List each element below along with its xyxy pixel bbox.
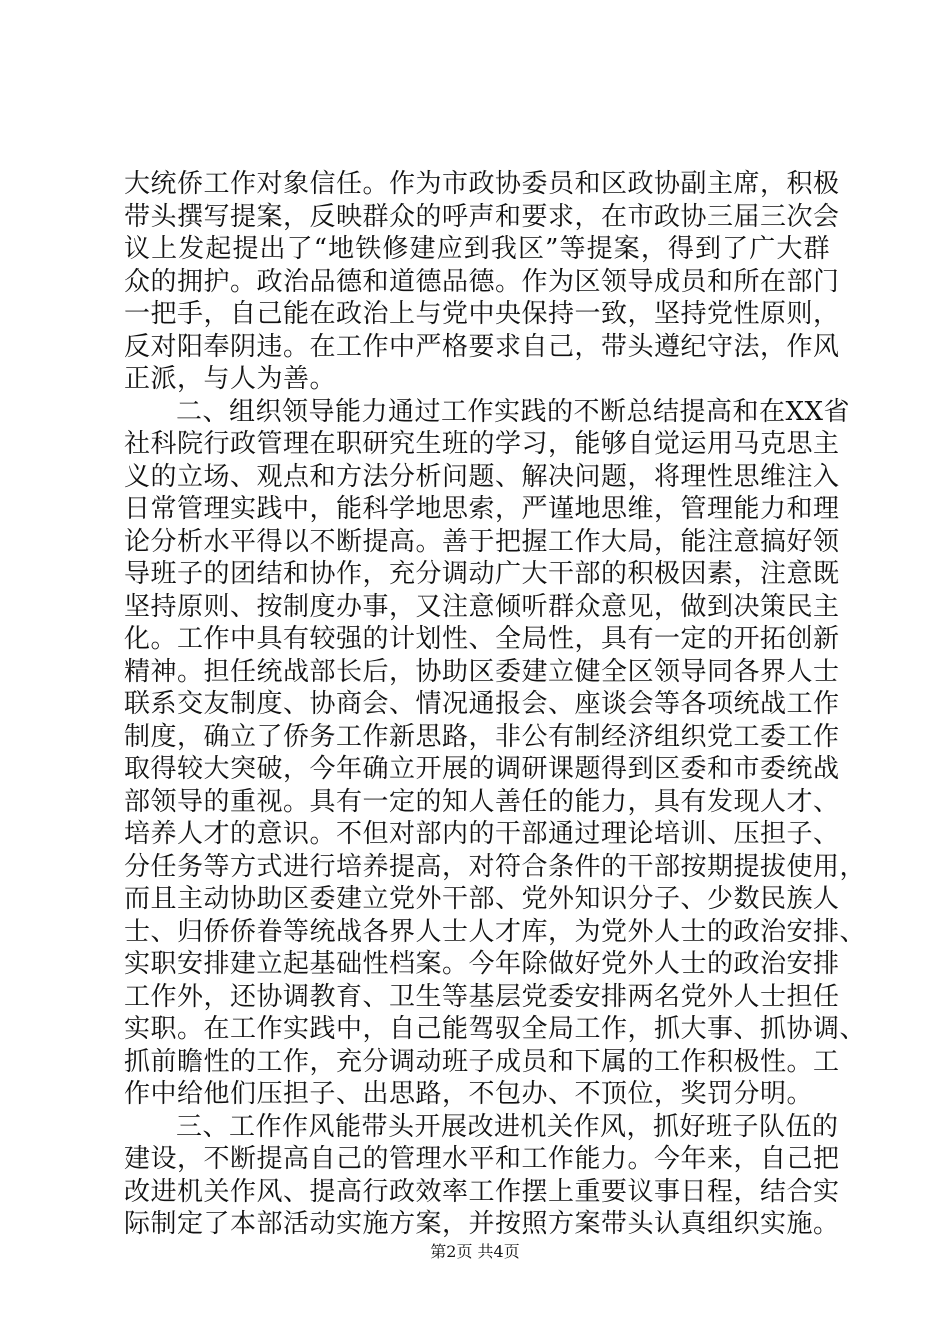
text-line: 部领导的重视。具有一定的知人善任的能力，具有发现人才、 [124, 786, 840, 817]
page-footer: 第2页 共4页 [430, 1242, 520, 1261]
text-line: 一把手，自己能在政治上与党中央保持一致，坚持党性原则， [124, 299, 840, 329]
text-line: 带头撰写提案，反映群众的呼声和要求，在市政协三届三次会 [124, 201, 840, 232]
text-line: 正派，与人为善。 [124, 364, 337, 394]
text-line: 制度，确立了侨务工作新思路，非公有制经济组织党工委工作 [124, 721, 840, 752]
text-line: 士、归侨侨眷等统战各界人士人才库，为党外人士的政治安排、 [124, 916, 867, 947]
text-line: 反对阳奉阴违。在工作中严格要求自己，带头遵纪守法，作风 [124, 331, 840, 362]
text-line: 培养人才的意识。不但对部内的干部通过理论培训、压担子、 [124, 819, 840, 849]
text-line: 化。工作中具有较强的计划性、全局性，具有一定的开拓创新 [124, 624, 840, 654]
text-line: 改进机关作风、提高行政效率工作摆上重要议事日程，结合实 [124, 1176, 840, 1207]
text-line: 际制定了本部活动实施方案，并按照方案带头认真组织实施。 [124, 1209, 840, 1239]
text-line: 分任务等方式进行培养提高，对符合条件的干部按期提拔使用， [124, 851, 867, 882]
text-line: 实职安排建立起基础性档案。今年除做好党外人士的政治安排 [124, 949, 840, 979]
text-line: 实职。在工作实践中，自己能驾驭全局工作，抓大事、抓协调、 [124, 1014, 867, 1044]
text-line: 义的立场、观点和方法分析问题、解决问题，将理性思维注入 [124, 461, 840, 492]
text-line: 联系交友制度、协商会、情况通报会、座谈会等各项统战工作 [124, 689, 840, 719]
text-line: 三、工作作风能带头开展改进机关作风，抓好班子队伍的 [176, 1111, 839, 1142]
text-line: 议上发起提出了“地铁修建应到我区”等提案，得到了广大群 [124, 234, 830, 264]
text-line: 抓前瞻性的工作，充分调动班子成员和下属的工作积极性。工 [124, 1046, 840, 1077]
text-line: 导班子的团结和协作，充分调动广大干部的积极因素，注意既 [124, 559, 840, 589]
document-body [124, 168, 867, 1241]
text-line: 精神。担任统战部长后，协助区委建立健全区领导同各界人士 [124, 656, 840, 687]
text-line: 工作外，还协调教育、卫生等基层党委安排两名党外人士担任 [124, 981, 840, 1012]
text-line: 论分析水平得以不断提高。善于把握工作大局，能注意搞好领 [124, 526, 840, 557]
text-line: 而且主动协助区委建立党外干部、党外知识分子、少数民族人 [124, 884, 840, 914]
text-line: 二、组织领导能力通过工作实践的不断总结提高和在XX省 [176, 396, 851, 427]
text-line: 日常管理实践中，能科学地思索，严谨地思维，管理能力和理 [124, 494, 840, 524]
text-line: 坚持原则、按制度办事，又注意倾听群众意见，做到决策民主 [124, 591, 840, 622]
text-line: 作中给他们压担子、出思路，不包办、不顶位，奖罚分明。 [124, 1079, 814, 1109]
text-line: 大统侨工作对象信任。作为市政协委员和区政协副主席，积极 [124, 169, 840, 199]
text-line: 建设，不断提高自己的管理水平和工作能力。今年来，自己把 [124, 1144, 840, 1174]
text-line: 取得较大突破，今年确立开展的调研课题得到区委和市委统战 [124, 754, 840, 784]
text-line: 社科院行政管理在职研究生班的学习，能够自觉运用马克思主 [124, 429, 840, 459]
text-line: 众的拥护。政治品德和道德品德。作为区领导成员和所在部门 [124, 266, 840, 297]
